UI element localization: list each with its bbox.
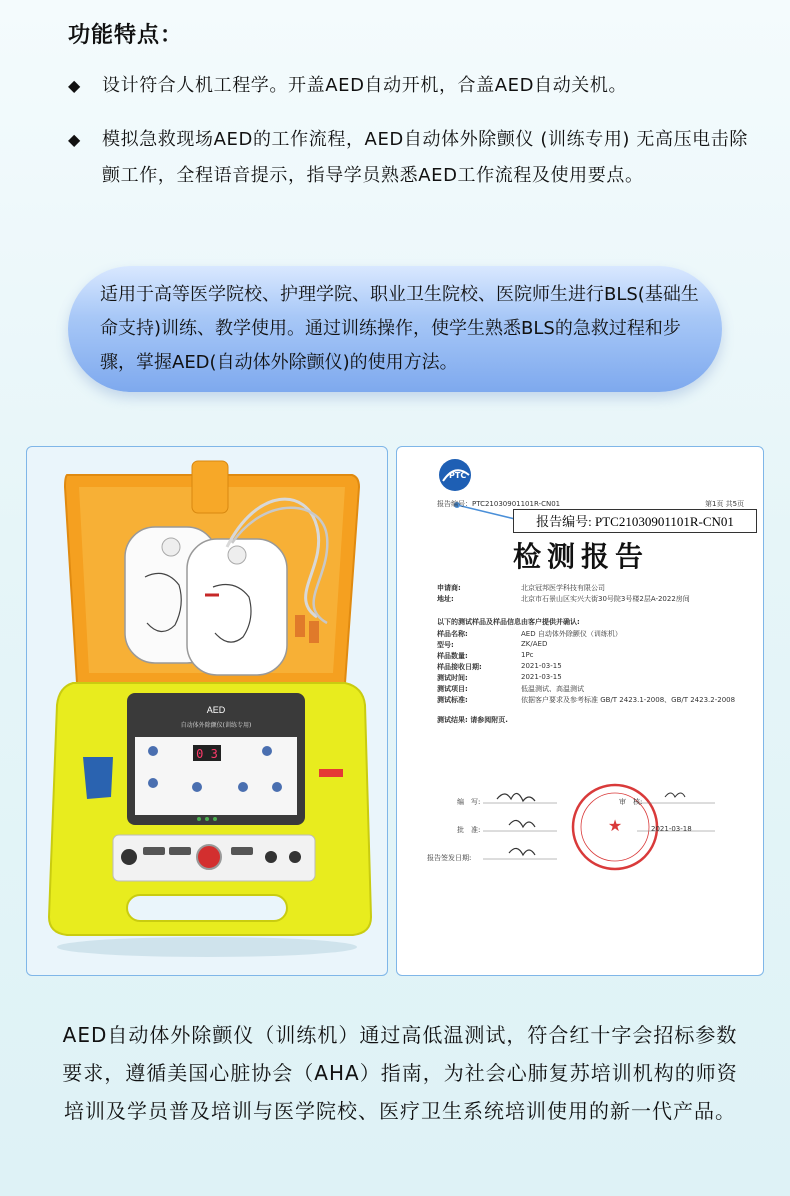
report-title: 检测报告	[512, 540, 649, 573]
report-field-key: 申请商:	[437, 584, 461, 592]
report-field-key: 地址:	[437, 595, 454, 603]
diamond-bullet-icon: ◆	[68, 76, 81, 95]
report-field-value: 低温测试、高温测试	[521, 685, 584, 693]
report-field-key: 测试标准:	[437, 696, 468, 704]
feature-item-simulation	[68, 122, 748, 194]
report-field-value: 1Pc	[521, 651, 534, 659]
sign-label-issue-date: 报告签发日期:	[427, 854, 472, 862]
report-number-callout: 报告编号: PTC21030901101R-CN01	[513, 509, 757, 533]
product-image-panel	[26, 446, 388, 976]
report-page-indicator: 第1页 共5页	[705, 500, 745, 508]
aed-device-image	[27, 447, 388, 976]
diamond-bullet-icon: ◆	[68, 130, 81, 149]
report-logo-text: PTC	[449, 471, 467, 480]
report-field-key: 测试时间:	[437, 674, 468, 682]
usage-pill	[68, 266, 722, 392]
sign-label-writer: 编 写:	[457, 798, 481, 806]
sign-date: 2021-03-18	[651, 825, 692, 833]
report-field-key: 型号:	[437, 641, 454, 649]
device-screen-subtitle: 自动体外除颤仪(训练专用)	[180, 722, 252, 729]
sign-label-approver: 批 准:	[457, 826, 481, 834]
report-field-key: 样品数量:	[437, 652, 468, 660]
report-result: 测试结果: 请参阅附页.	[437, 716, 508, 724]
svg-text:★: ★	[607, 816, 623, 835]
report-small-number: 报告编号：PTC21030901101R-CN01	[437, 500, 561, 508]
report-field-value: 2021-03-15	[521, 673, 562, 681]
feature-item-ergonomic	[68, 68, 748, 104]
report-field-value: ZK/AED	[521, 640, 548, 648]
device-screen-title: AED	[206, 705, 226, 715]
report-field-value: 北京市石景山区实兴大街30号院3号楼2层A-2022房间	[521, 595, 690, 603]
report-field-value: 依据客户要求及参考标准 GB/T 2423.1-2008、GB/T 2423.2-2008	[521, 696, 736, 704]
report-field-value: 2021-03-15	[521, 662, 562, 670]
report-field-value: 北京冠邦医学科技有限公司	[521, 584, 605, 592]
device-display-digits: 0 3	[196, 747, 218, 761]
report-field-value: AED 自动体外除颤仪（训练机）	[521, 630, 622, 638]
feature-text: 模拟急救现场AED的工作流程，AED自动体外除颤仪 (训练专用) 无高压电击除颤工作，全程语音提示，指导学员熟悉AED工作流程及使用要点。	[102, 129, 748, 186]
report-field-key: 样品名称:	[437, 630, 468, 638]
report-section-heading: 以下的测试样品及样品信息由客户提供并确认:	[437, 618, 580, 626]
report-field-key: 测试项目:	[437, 685, 468, 693]
sign-label-reviewer: 审 核:	[619, 798, 643, 806]
report-field-key: 样品接收日期:	[437, 663, 482, 671]
section-title: 功能特点：	[68, 23, 184, 48]
test-report-panel	[396, 446, 764, 976]
feature-text: 设计符合人机工程学。开盖AED自动开机，合盖AED自动关机。	[102, 75, 628, 96]
usage-text: 适用于高等医学院校、护理学院、职业卫生院校、医院师生进行BLS(基础生命支持)训练、教学使用。通过训练操作，使学生熟悉BLS的急救过程和步骤，掌握AED(自动体外除颤仪)的使用方法。	[100, 284, 699, 373]
bottom-description: AED自动体外除颤仪（训练机）通过高低温测试，符合红十字会招标参数要求，遵循美国心脏协会（AHA）指南，为社会心肺复苏培训机构的师资培训及学员普及培训与医学院校、医疗卫生系统培训使用的新一代产品。	[62, 1023, 738, 1123]
